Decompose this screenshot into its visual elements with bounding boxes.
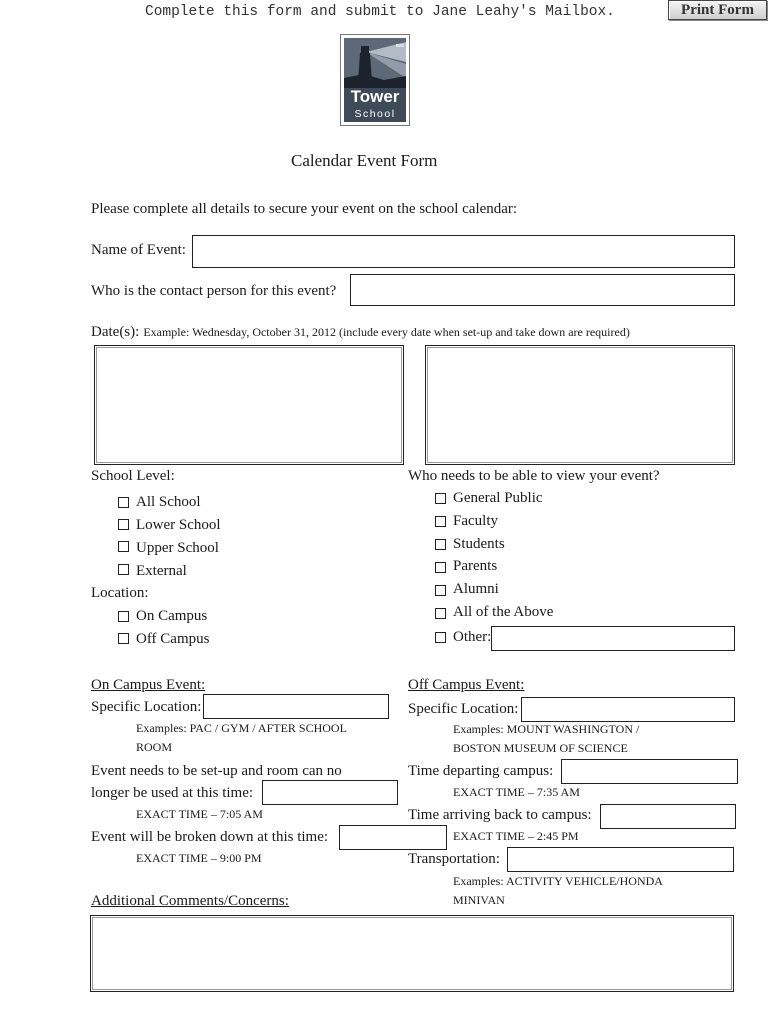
on-campus-label: On Campus <box>136 608 208 624</box>
on-campus-checkbox[interactable] <box>118 611 129 622</box>
setup-label-line1: Event needs to be set-up and room can no <box>91 763 342 779</box>
lower-school-label: Lower School <box>136 517 221 533</box>
dates-textarea-right[interactable] <box>425 345 735 465</box>
arrive-example: EXACT TIME – 2:45 PM <box>453 829 579 843</box>
transport-example-2: MINIVAN <box>453 893 505 907</box>
transport-input[interactable] <box>507 847 734 872</box>
logo-text-tower: Tower <box>350 87 400 106</box>
dates-row <box>91 323 630 341</box>
tower-school-logo <box>340 34 410 126</box>
on-campus-location-input[interactable] <box>203 694 389 719</box>
students-checkbox[interactable] <box>435 539 446 550</box>
faculty-label: Faculty <box>453 513 498 529</box>
depart-time-input[interactable] <box>561 759 738 784</box>
off-campus-location-example-1: Examples: MOUNT WASHINGTON / <box>453 722 640 736</box>
print-form-button[interactable]: Print Form <box>668 0 767 20</box>
general-public-label: General Public <box>453 490 543 506</box>
comments-heading: Additional Comments/Concerns: <box>91 893 289 909</box>
arrive-label: Time arriving back to campus: <box>408 807 592 823</box>
external-label: External <box>136 563 187 579</box>
other-input[interactable] <box>491 626 735 651</box>
off-campus-location-example-2: BOSTON MUSEUM OF SCIENCE <box>453 741 628 755</box>
location-heading: Location: <box>91 585 149 601</box>
transport-label: Transportation: <box>408 851 500 867</box>
setup-time-input[interactable] <box>262 780 398 805</box>
other-label: Other: <box>453 629 492 645</box>
other-checkbox[interactable] <box>435 632 446 643</box>
upper-school-label: Upper School <box>136 540 219 556</box>
external-checkbox[interactable] <box>118 564 129 575</box>
dates-textarea-left[interactable] <box>94 345 404 465</box>
breakdown-time-input[interactable] <box>339 825 447 850</box>
comments-textarea[interactable] <box>90 915 734 992</box>
setup-example: EXACT TIME – 7:05 AM <box>136 807 263 821</box>
faculty-checkbox[interactable] <box>435 516 446 527</box>
parents-label: Parents <box>453 558 498 574</box>
audience-heading: Who needs to be able to view your event? <box>408 468 660 484</box>
event-name-label: Name of Event: <box>91 242 186 258</box>
parents-checkbox[interactable] <box>435 562 446 573</box>
off-campus-location-input[interactable] <box>521 697 735 722</box>
all-of-above-label: All of the Above <box>453 604 554 620</box>
logo-text-school: School <box>354 108 396 120</box>
dates-label: Date(s): <box>91 324 140 340</box>
setup-label-line2: longer be used at this time: <box>91 785 254 801</box>
off-campus-label: Off Campus <box>136 631 210 647</box>
arrive-time-input[interactable] <box>600 804 736 829</box>
form-title: Calendar Event Form <box>291 151 438 170</box>
all-school-label: All School <box>136 494 201 510</box>
off-campus-location-label: Specific Location: <box>408 701 519 717</box>
alumni-label: Alumni <box>453 581 499 597</box>
dates-hint: Example: Wednesday, October 31, 2012 (include every date when set-up and take down are required) <box>143 325 630 339</box>
off-campus-checkbox[interactable] <box>118 633 129 644</box>
breakdown-label: Event will be broken down at this time: <box>91 829 329 845</box>
on-campus-location-example-2: ROOM <box>136 740 173 754</box>
submit-instruction: Complete this form and submit to Jane Leahy's Mailbox. <box>145 4 615 20</box>
on-campus-location-label: Specific Location: <box>91 699 202 715</box>
transport-example-1: Examples: ACTIVITY VEHICLE/HONDA <box>453 874 663 888</box>
upper-school-checkbox[interactable] <box>118 541 129 552</box>
on-campus-heading: On Campus Event: <box>91 677 206 693</box>
contact-label: Who is the contact person for this event? <box>91 283 337 299</box>
off-campus-heading: Off Campus Event: <box>408 677 525 693</box>
event-name-input[interactable] <box>192 235 735 268</box>
form-intro: Please complete all details to secure your event on the school calendar: <box>91 201 518 217</box>
school-level-heading: School Level: <box>91 468 175 484</box>
on-campus-location-example-1: Examples: PAC / GYM / AFTER SCHOOL <box>136 721 347 735</box>
lower-school-checkbox[interactable] <box>118 519 129 530</box>
general-public-checkbox[interactable] <box>435 493 446 504</box>
contact-input[interactable] <box>350 274 735 306</box>
alumni-checkbox[interactable] <box>435 585 446 596</box>
students-label: Students <box>453 536 505 552</box>
depart-label: Time departing campus: <box>408 763 554 779</box>
depart-example: EXACT TIME – 7:35 AM <box>453 785 580 799</box>
breakdown-example: EXACT TIME – 9:00 PM <box>136 851 262 865</box>
all-school-checkbox[interactable] <box>118 497 129 508</box>
all-of-above-checkbox[interactable] <box>435 608 446 619</box>
